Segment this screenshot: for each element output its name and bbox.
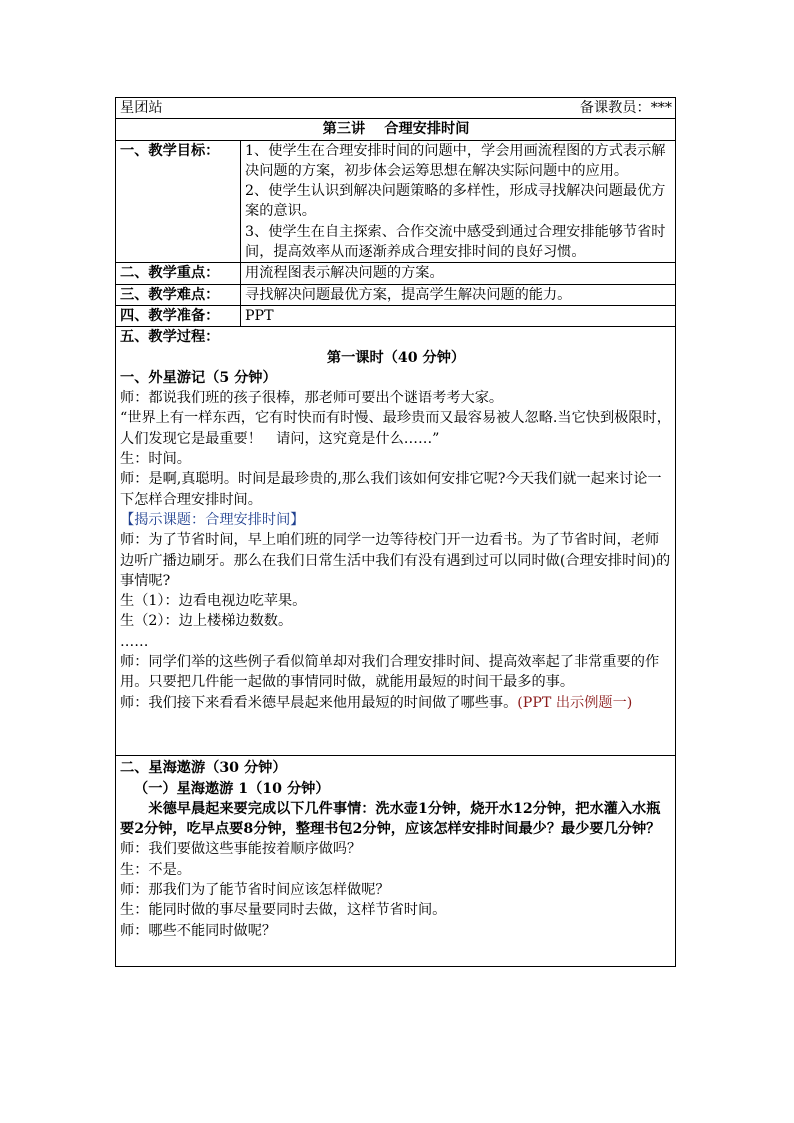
goal-item: 3、使学生在自主探索、合作交流中感受到通过合理安排能够节省时间，提高效率从而逐渐养成合理安排时间的良好习惯。 (245, 223, 666, 261)
dialogue-line: 师：哪些不能同时做呢？ (120, 922, 277, 939)
difficulty-text: 寻找解决问题最优方案，提高学生解决问题的能力。 (241, 284, 676, 305)
dialogue-line: 师：为了节省时间，早上咱们班的同学一边等待校门开一边看书。为了节省时间，老师边听广播边刷牙。那么在我们日常生活中我们有没有遇到过可以同时做(合理安排时间)的事情呢? (120, 532, 671, 589)
section2-content (116, 756, 676, 967)
lesson-period-title: 第一课时（40 分钟） (326, 349, 466, 366)
teacher-name: 备课教员：*** (579, 100, 672, 116)
dialogue-line: 生：时间。 (120, 451, 191, 468)
goals-label: 一、教学目标： (116, 140, 241, 263)
dialogue-text: 师：我们接下来看看米德早晨起来他用最短的时间做了哪些事。 (120, 694, 518, 711)
ppt-note: (PPT 出示例题一) (517, 694, 633, 711)
subsection-title: （一）星海遨游 1（10 分钟） (134, 780, 330, 797)
key-point-text: 用流程图表示解决问题的方案。 (241, 263, 676, 284)
lesson-plan-table (115, 97, 676, 967)
section-title: 一、外星游记（5 分钟） (120, 369, 277, 386)
school-name: 星团站 (120, 100, 163, 116)
dialogue-line: 师：我们要做这些事能按着顺序做吗？ (120, 841, 362, 858)
dialogue-line: 师：都说我们班的孩子很棒，那老师可要出个谜语考考大家。 (120, 390, 504, 407)
dialogue-line: 生（1）：边看电视边吃苹果。 (120, 593, 307, 610)
dialogue-line: “世界上有一样东西，它有时快而有时慢、最珍贵而又最容易被人忽略.当它快到极限时，人们发现它是最重要！ 请问，这究竟是什么……” (120, 410, 671, 447)
key-point-row (116, 263, 676, 284)
lesson-title: 第三讲 合理安排时间 (116, 119, 676, 140)
dialogue-line: …… (120, 633, 149, 650)
key-point-label: 二、教学重点： (116, 263, 241, 284)
prep-text: PPT (241, 305, 676, 326)
dialogue-line: 生：能同时做的事尽量要同时去做，这样节省时间。 (120, 902, 447, 919)
title-row (116, 119, 676, 140)
dialogue-line: 师：同学们举的这些例子看似简单却对我们合理安排时间、提高效率起了非常重要的作用。只要把几件能一起做的事情同时做，就能用最短的时间干最多的事。 (120, 654, 660, 691)
dialogue-line: 师：是啊,真聪明。时间是最珍贵的,那么我们该如何安排它呢?今天我们就一起来讨论一下怎样合理安排时间。 (120, 471, 662, 508)
dialogue-line (120, 693, 672, 713)
goal-item: 2、使学生认识到解决问题策略的多样性，形成寻找解决问题最优方案的意识。 (245, 183, 666, 220)
goal-item: 1、使学生在合理安排时间的问题中，学会用画流程图的方式表示解决问题的方案，初步体会运筹思想在解决实际问题中的应用。 (245, 142, 666, 179)
dialogue-line: 生：不是。 (120, 861, 191, 878)
dialogue-line: 师：那我们为了能节省时间应该怎样做呢？ (120, 882, 390, 899)
section-title: 二、星海遨游（30 分钟） (120, 760, 287, 777)
prep-label: 四、教学准备： (116, 305, 241, 326)
dialogue-line: 生（2）：边上楼梯边数数。 (120, 613, 293, 630)
difficulty-label: 三、教学难点： (116, 284, 241, 305)
prep-row (116, 305, 676, 326)
topic-reveal: 【揭示课题：合理安排时间】 (120, 511, 305, 528)
goals-row (116, 140, 676, 263)
difficulty-row (116, 284, 676, 305)
header-row (116, 98, 676, 119)
goals-content (241, 140, 676, 263)
process-label: 五、教学过程： (120, 329, 220, 346)
process-content (116, 327, 676, 756)
problem-statement: 米德早晨起来要完成以下几件事情：洗水壶1分钟，烧开水12分钟，把水灌入水瓶要2分钟，吃早点要8分钟，整理书包2分钟，应该怎样安排时间最少？最少要几分钟？ (120, 800, 661, 838)
process-row (116, 327, 676, 756)
section2-row (116, 756, 676, 967)
